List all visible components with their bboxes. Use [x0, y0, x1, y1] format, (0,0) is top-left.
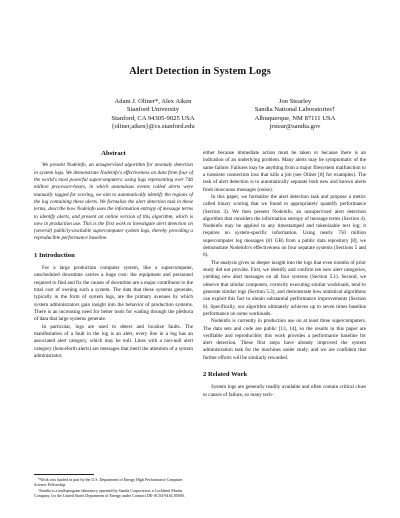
author-address: Stanford, CA 94305-9025 USA — [111, 114, 195, 122]
body-paragraph: The analysis gives us deeper insight into the logs that even months of prior study did not provide. First, we identify and confirm ten new alert categories, yielding new alert messages on all four systems (Section 5.1). Second, we observe that similar computers, correctly executing similar workloads, tend to generate similar logs (Section 5.3), and demonstrate how statistical algorithms can exploit this fact to obtain substantial performance improvements (Section 6). Specifically, our algorithm ultimately achieves up to seven times baseline performance on some workloads. — [203, 259, 366, 317]
author-affiliation: Stanford University — [126, 106, 180, 114]
left-column — [34, 150, 193, 360]
author-block-stanford — [88, 98, 218, 132]
body-paragraph: Nodeinfo is currently in production use on at least three supercomputers. The data sets and code are public [13, 14], so the results in this paper are verifiable and reproducible; this work provides a performance baseline for alert detection. These first steps have already improved the system administration task for the machines under study, and we are confident that further efforts will be similarly rewarded. — [203, 318, 366, 361]
author-names: Adam J. Oliner*, Alex Aiken — [114, 98, 192, 105]
author-affiliation: Sandia National Laboratories† — [254, 106, 336, 114]
paper-title: Alert Detection in System Logs — [129, 66, 271, 77]
abstract-heading: Abstract — [101, 150, 126, 157]
related-work-heading: 2 Related Work — [203, 371, 248, 379]
author-address: Albuquerque, NM 87111 USA — [254, 114, 336, 122]
introduction-heading: 1 Introduction — [34, 251, 75, 259]
author-email: jrstear@sandia.gov — [269, 123, 321, 131]
footnote: †Sandia is a multiprogram laboratory operated by Sandia Corporation, a Lockheed Martin Company, for the United States Department of Energy under Contract DE-AC04-94AL85000. — [34, 487, 185, 498]
author-email: {oliner,aiken}@cs.stanford.edu — [111, 123, 195, 131]
right-column — [203, 150, 366, 399]
related-work-paragraph: System logs are generally readily available and often contain critical clues to causes of failure, so many tech- — [203, 384, 366, 398]
footnote: *Work was funded in part by the U.S. Department of Energy High Performance Computer Science Fellowship. — [34, 477, 183, 488]
body-paragraph: either because immediate action must be taken or because there is an indication of an underlying problem. Many alerts may be symptomatic of the same failure. Failures may be anything from a major filesystem malfunction to a transient connection loss that kills a job (see Oliner [8] for examples). The task of alert detection is to automatically separate both new and known alerts from innocuous messages (noise). — [203, 150, 366, 193]
introduction-paragraph: In particular, logs are used to detect and localize faults. The manifestation of a fault in the log is an alert, every line in a log has an associated alert category, which may be null. Lines with a non-null alert category (henceforth alerts) are messages that merit the attention of a system administrator, — [34, 323, 193, 359]
introduction-paragraph: For a large production computer system, like a supercomputer, unscheduled downtime carries a huge cost: the equipment and personnel required to find and fix the causes of downtime are a major contributor to the total cost of owning such a system. The data that these systems generate, typically in the form of system logs, are the primary avenues by which system administrators gain insight into the behavior of production systems. There is an increasing need for better tools for wading through the plethora of data that large systems generate. — [34, 265, 193, 323]
footnote-rule — [34, 474, 94, 475]
author-names: Jon Stearley — [278, 98, 312, 105]
footnotes — [34, 474, 193, 498]
author-block-sandia — [240, 98, 350, 132]
abstract-text: We present Nodeinfo, an unsupervised algorithm for anomaly detection in system logs. We demonstrate Nodeinfo's effectiveness on data from four of the world's most powerful supercomputers: using logs representing over 746 million processor-hours, in which anomalous events called alerts were manually tagged for scoring, we aim to automatically identify the regions of the log containing these alerts. We formalize the alert detection task in these terms, describe how Nodeinfo uses the information entropy of message terms to identify alerts, and present an online version of this algorithm, which is now in production use. This is the first work to investigate alert detection on (several) publicly-available supercomputer system logs, thereby providing a reproducible performance baseline. — [34, 162, 193, 242]
body-paragraph: In this paper, we formalize the alert detection task and propose a metric called binary scoring that we found to appropriately quantify performance (Section 3). We then present Nodeinfo, an unsupervised alert detection algorithm that considers the information entropy of message terms (Section 4). Nodeinfo may be applied to any timestamped and tokenizable text log; it requires no system-specific information. Using nearly 750 million supercomputer log messages (81 GB) from a public data repository [8], we demonstrate Nodeinfo's effectiveness on four separate systems (Sections 5 and 6). — [203, 193, 366, 259]
